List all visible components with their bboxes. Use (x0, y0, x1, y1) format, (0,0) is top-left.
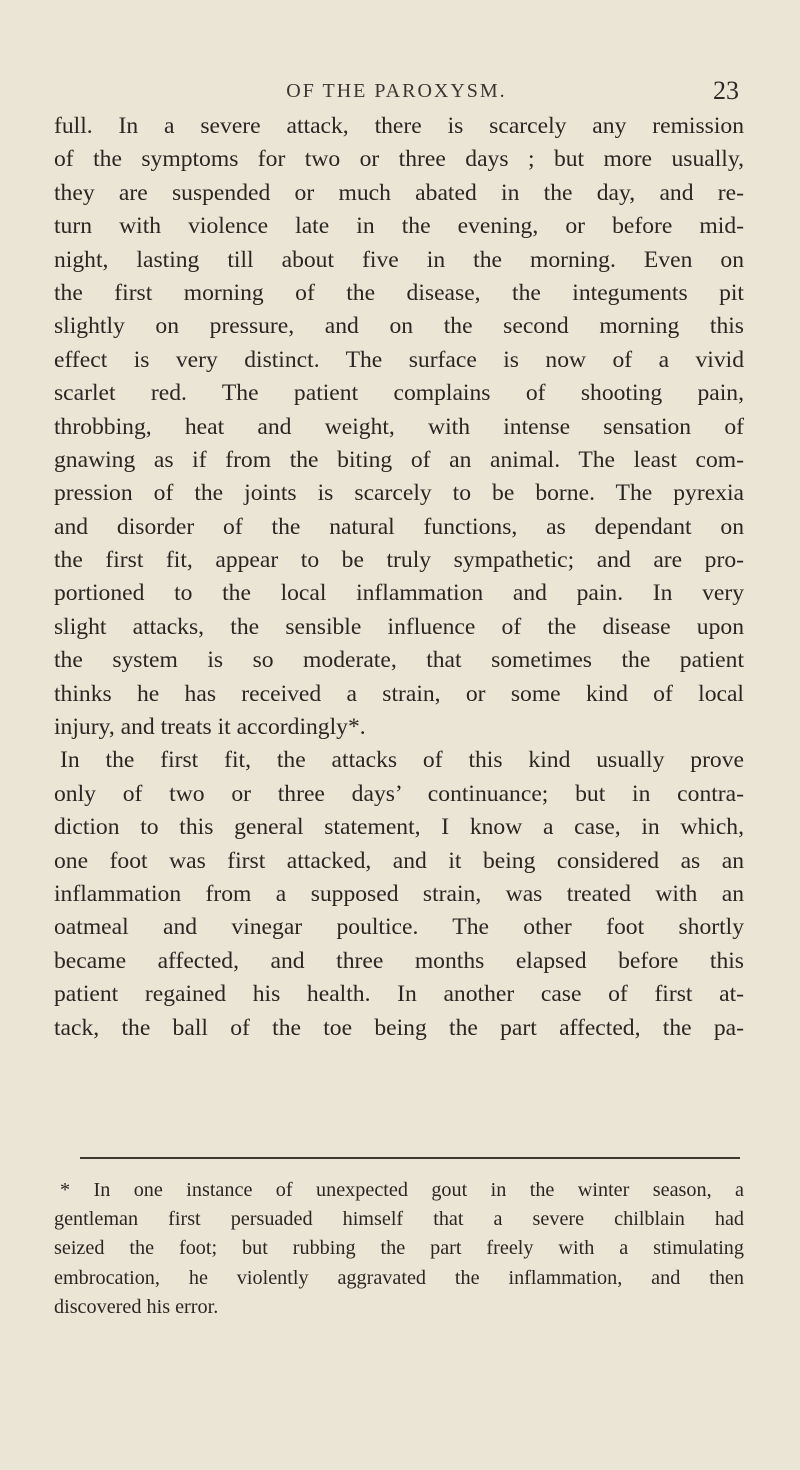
body-line: the first fit, appear to be truly sympathetic; and are pro- (54, 547, 744, 574)
body-line: of the symptoms for two or three days ; but more usually, (54, 146, 744, 173)
running-head (54, 76, 739, 110)
body-line-paragraph-start: In the first fit, the attacks of this kind usually prove (60, 747, 744, 774)
body-line: patient regained his health. In another case of first at- (54, 981, 744, 1008)
body-text (54, 110, 744, 1045)
footnote-line: gentleman first persuaded himself that a severe chilblain had (54, 1208, 744, 1231)
body-line: throbbing, heat and weight, with intense sensation of (54, 413, 744, 440)
body-line: thinks he has received a strain, or some kind of local (54, 680, 744, 707)
body-line: turn with violence late in the evening, or before mid- (54, 213, 744, 240)
body-line: pression of the joints is scarcely to be borne. The pyrexia (54, 480, 744, 507)
footnote-line: * In one instance of unexpected gout in the winter season, a (60, 1179, 744, 1201)
footnote-line: seized the foot; but rubbing the part freely with a stimulating (54, 1237, 744, 1260)
body-line: oatmeal and vinegar poultice. The other foot shortly (54, 914, 744, 941)
body-line: one foot was first attacked, and it being considered as an (54, 847, 744, 874)
body-line: gnawing as if from the biting of an animal. The least com- (54, 446, 744, 473)
body-line: only of two or three days’ continuance; but in contra- (54, 780, 744, 807)
body-line: became affected, and three months elapsed before this (54, 947, 744, 974)
body-line: full. In a severe attack, there is scarcely any remission (54, 113, 744, 139)
body-line: the system is so moderate, that sometimes the patient (54, 647, 744, 674)
footnote-line: discovered his error. (54, 1295, 219, 1318)
body-line: effect is very distinct. The surface is now of a vivid (54, 346, 744, 373)
page-number: 23 (713, 76, 739, 105)
running-title: OF THE PAROXYSM. (286, 80, 507, 102)
body-line: and disorder of the natural functions, as dependant on (54, 513, 744, 540)
body-line: tack, the ball of the toe being the part affected, the pa- (54, 1014, 744, 1041)
footnote-divider (80, 1157, 740, 1159)
body-line: they are suspended or much abated in the day, and re- (54, 179, 744, 206)
footnote (54, 1176, 744, 1322)
body-line: night, lasting till about five in the morning. Even on (54, 246, 744, 273)
body-line: diction to this general statement, I know a case, in which, (54, 814, 744, 841)
body-line: inflammation from a supposed strain, was treated with an (54, 880, 744, 907)
footnote-line: embrocation, he violently aggravated the inflammation, and then (54, 1266, 744, 1289)
body-line: portioned to the local inflammation and pain. In very (54, 580, 744, 607)
body-line-paragraph-end: injury, and treats it accordingly*. (54, 714, 366, 741)
body-line: the first morning of the disease, the integuments pit (54, 279, 744, 306)
body-line: slight attacks, the sensible influence of the disease upon (54, 613, 744, 640)
body-line: scarlet red. The patient complains of shooting pain, (54, 380, 744, 407)
body-line: slightly on pressure, and on the second morning this (54, 313, 744, 340)
